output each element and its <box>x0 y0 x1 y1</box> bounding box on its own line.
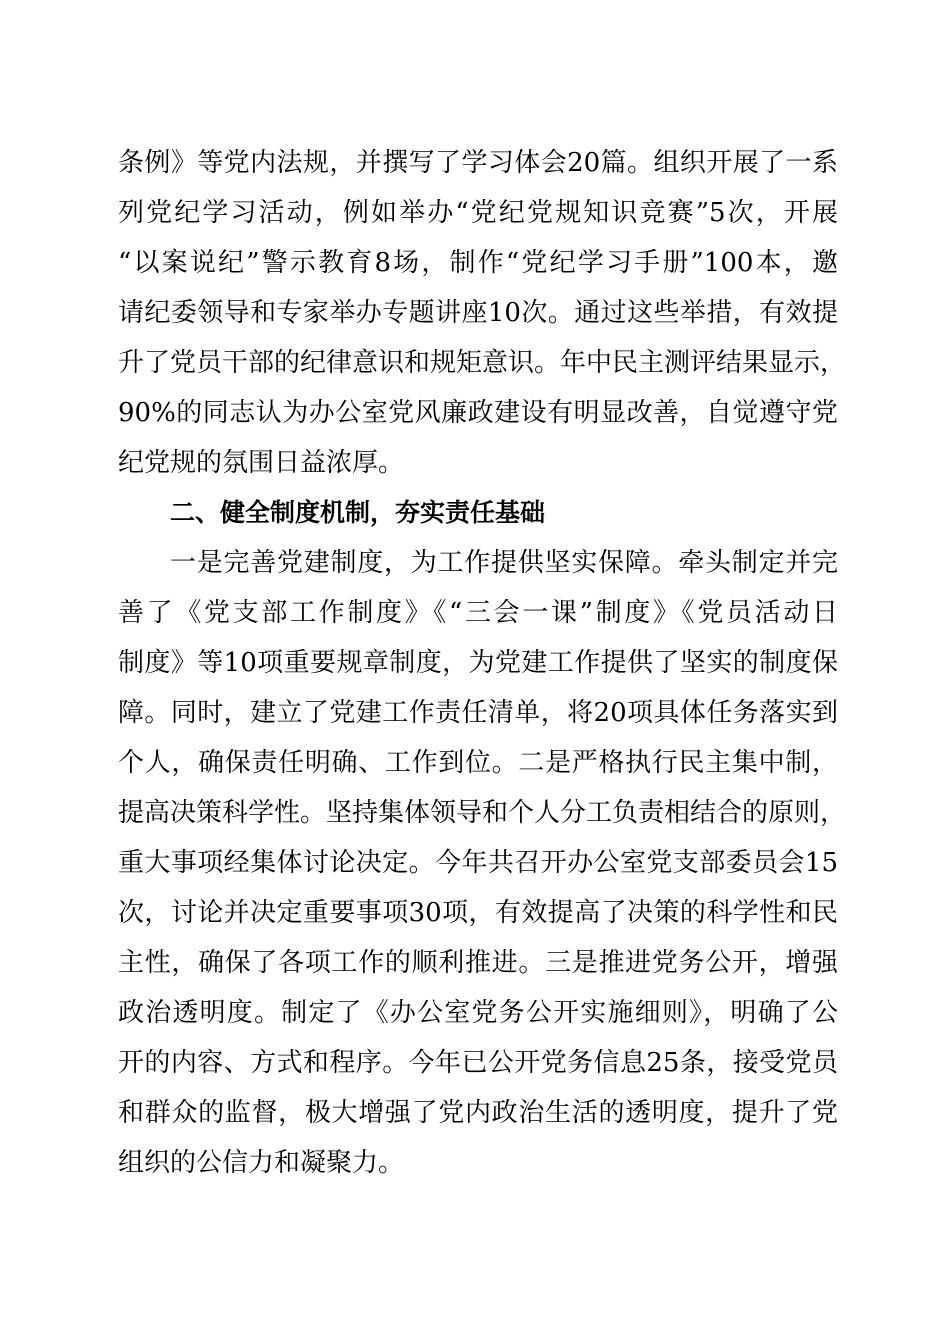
paragraph2-line-9: 主性，确保了各项工作的顺利推进。三是推进党务公开，增强 <box>118 948 838 978</box>
paragraph2-line-11: 开的内容、方式和程序。今年已公开党务信息25条，接受党员 <box>118 1048 838 1078</box>
paragraph2-line-2: 善了《党支部工作制度》《“三会一课”制度》《党员活动日 <box>118 598 838 628</box>
paragraph2-line-1: 一是完善党建制度，为工作提供坚实保障。牵头制定并完 <box>170 548 838 578</box>
paragraph1-line-1: 条例》等党内法规，并撰写了学习体会20篇。组织开展了一系 <box>118 148 838 178</box>
paragraph2-line-12: 和群众的监督，极大增强了党内政治生活的透明度，提升了党 <box>118 1098 838 1128</box>
paragraph1-line-4: 请纪委领导和专家举办专题讲座10次。通过这些举措，有效提 <box>118 298 838 328</box>
paragraph1-line-7: 纪党规的氛围日益浓厚。 <box>118 448 405 478</box>
paragraph2-line-13: 组织的公信力和凝聚力。 <box>118 1148 405 1178</box>
paragraph1-line-6: 90%的同志认为办公室党风廉政建设有明显改善，自觉遵守党 <box>118 398 838 428</box>
paragraph1-line-3: “以案说纪”警示教育8场，制作“党纪学习手册”100本，邀 <box>118 248 838 278</box>
paragraph2-line-5: 个人，确保责任明确、工作到位。二是严格执行民主集中制， <box>118 748 838 778</box>
section-heading: 二、健全制度机制，夯实责任基础 <box>170 498 546 527</box>
paragraph2-line-6: 提高决策科学性。坚持集体领导和个人分工负责相结合的原则， <box>118 798 847 828</box>
paragraph2-line-7: 重大事项经集体讨论决定。今年共召开办公室党支部委员会15 <box>118 848 838 878</box>
paragraph1-line-2: 列党纪学习活动，例如举办“党纪党规知识竞赛”5次，开展 <box>118 198 838 228</box>
paragraph2-line-4: 障。同时，建立了党建工作责任清单，将20项具体任务落实到 <box>118 698 838 728</box>
paragraph1-line-5: 升了党员干部的纪律意识和规矩意识。年中民主测评结果显示， <box>118 348 847 378</box>
paragraph2-line-3: 制度》等10项重要规章制度，为党建工作提供了坚实的制度保 <box>118 648 838 678</box>
paragraph2-line-8: 次，讨论并决定重要事项30项，有效提高了决策的科学性和民 <box>118 898 838 928</box>
paragraph2-line-10: 政治透明度。制定了《办公室党务公开实施细则》，明确了公 <box>118 998 838 1028</box>
